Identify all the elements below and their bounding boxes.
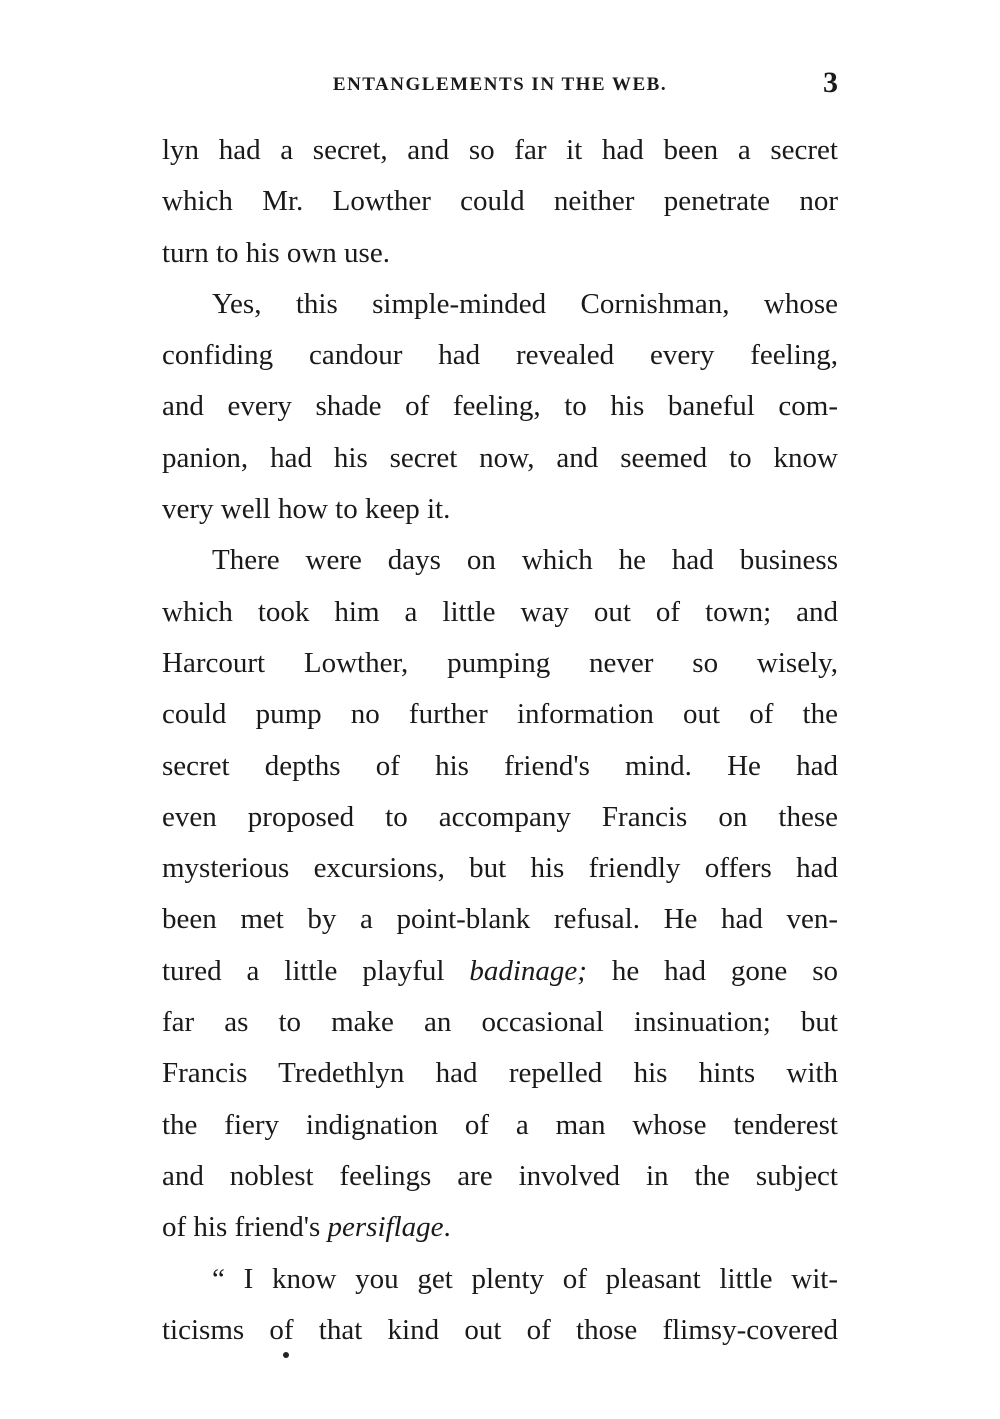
text-line: could pump no further information out of the [162, 698, 838, 731]
text-line [162, 946, 838, 997]
text-line: mysterious excursions, but his friendly offers had [162, 852, 838, 885]
text-line: “ I know you get plenty of pleasant little wit- [212, 1262, 838, 1295]
text-line: confiding candour had revealed every feeling, [162, 339, 838, 372]
running-head [160, 66, 840, 106]
text-line: lyn had a secret, and so far it had been a secret [162, 134, 838, 166]
text-line [162, 1202, 838, 1253]
text-line: far as to make an occasional insinuation; but [162, 1006, 838, 1039]
italic-word: badinage; [469, 954, 587, 987]
text-line: which took him a little way out of town; and [162, 595, 838, 628]
text-line: which Mr. Lowther could neither penetrate nor [162, 185, 838, 218]
text-line: very well how to keep it. [162, 493, 451, 526]
text-line: and every shade of feeling, to his baneful com- [162, 390, 838, 423]
page-number: 3 [823, 66, 838, 99]
text-line: even proposed to accompany Francis on these [162, 800, 838, 833]
text-line: Harcourt Lowther, pumping never so wisely, [162, 646, 838, 679]
body-text [162, 125, 838, 1356]
text-line: secret depths of his friend's mind. He had [162, 749, 838, 782]
text-segment: tured a little playful [162, 954, 470, 987]
text-segment: he had gone so [586, 954, 838, 987]
text-line: turn to his own use. [162, 236, 390, 269]
text-line: the fiery indignation of a man whose tenderest [162, 1108, 838, 1141]
text-segment: . [443, 1211, 451, 1244]
text-line: and noblest feelings are involved in the subject [162, 1159, 838, 1192]
ink-speck [283, 1352, 289, 1358]
text-line: ticisms of that kind out of those flimsy-covered [162, 1313, 838, 1346]
text-line: There were days on which he had business [212, 544, 838, 577]
text-line: panion, had his secret now, and seemed to know [162, 441, 838, 474]
text-segment: of his friend's [162, 1211, 328, 1244]
text-line: Francis Tredethlyn had repelled his hints with [162, 1057, 838, 1090]
italic-word: persiflage [327, 1211, 444, 1244]
running-title: ENTANGLEMENTS IN THE WEB. [332, 74, 668, 95]
text-line: been met by a point-blank refusal. He had ven- [162, 903, 838, 936]
text-line: Yes, this simple-minded Cornishman, whose [212, 287, 838, 320]
